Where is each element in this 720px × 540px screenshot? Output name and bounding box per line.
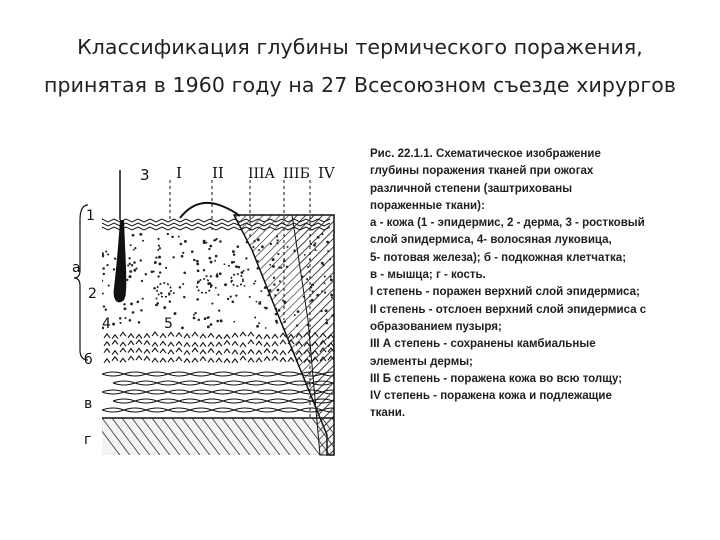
caption-line: в - мышца; г - кость.	[370, 267, 486, 282]
layer-letter-a: а	[72, 260, 81, 276]
layer-letter-v: в	[84, 396, 93, 412]
degree-label-IV: IV	[318, 164, 335, 182]
caption-line: глубины поражения тканей при ожогах	[370, 163, 594, 178]
layer-number-5: 5	[164, 316, 173, 332]
caption-line: II степень - отслоен верхний слой эпидермиса с	[370, 301, 647, 316]
blister-shape	[180, 203, 240, 218]
layer-number-2: 2	[88, 286, 97, 302]
degree-label-IIIA: IIIA	[248, 166, 275, 182]
caption-line: Рис. 22.1.1. Схематическое изображение	[370, 146, 601, 160]
slide-title	[10, 28, 710, 104]
caption-line: образованием пузыря;	[370, 318, 502, 333]
caption-line: элементы дермы;	[370, 353, 473, 368]
caption-line: различной степени (заштрихованы	[370, 180, 573, 195]
caption-line: слой эпидермиса, 4- волосяная луковица,	[370, 232, 612, 247]
layer-number-4: 4	[102, 316, 111, 332]
caption-line: I степень - поражен верхний слой эпидермиса;	[370, 284, 640, 299]
layer-number-1: 1	[86, 208, 95, 224]
caption-line: ткани.	[370, 405, 406, 420]
caption-line: 5- потовая железа); б - подкожная клетчатка;	[370, 249, 627, 264]
title-line-2: принятая в 1960 году на 27 Всесоюзном съезде хирургов	[43, 73, 677, 97]
skin-bracket	[74, 205, 88, 360]
figure-caption	[370, 145, 649, 422]
caption-line: III Б степень - поражена кожа во всю толщу;	[370, 370, 623, 385]
caption-line: а - кожа (1 - эпидермис, 2 - дерма, 3 - ростковый	[370, 215, 645, 230]
degree-label-IIIB: IIIБ	[283, 166, 310, 182]
degree-label-II: II	[212, 164, 224, 182]
layer-letter-g: г	[84, 432, 92, 448]
caption-line: III А степень - сохранены камбиальные	[370, 336, 596, 351]
hair-follicle	[114, 220, 127, 302]
caption-line: пораженные ткани):	[370, 197, 485, 212]
title-line-1: Классификация глубины термического поражения,	[77, 35, 643, 59]
burn-depth-diagram	[72, 160, 368, 460]
caption-line: IV степень - поражена кожа и подлежащие	[370, 388, 612, 403]
layer-number-3: 3	[140, 166, 150, 184]
layer-letter-b: б	[84, 352, 93, 368]
degree-label-I: I	[176, 164, 182, 182]
